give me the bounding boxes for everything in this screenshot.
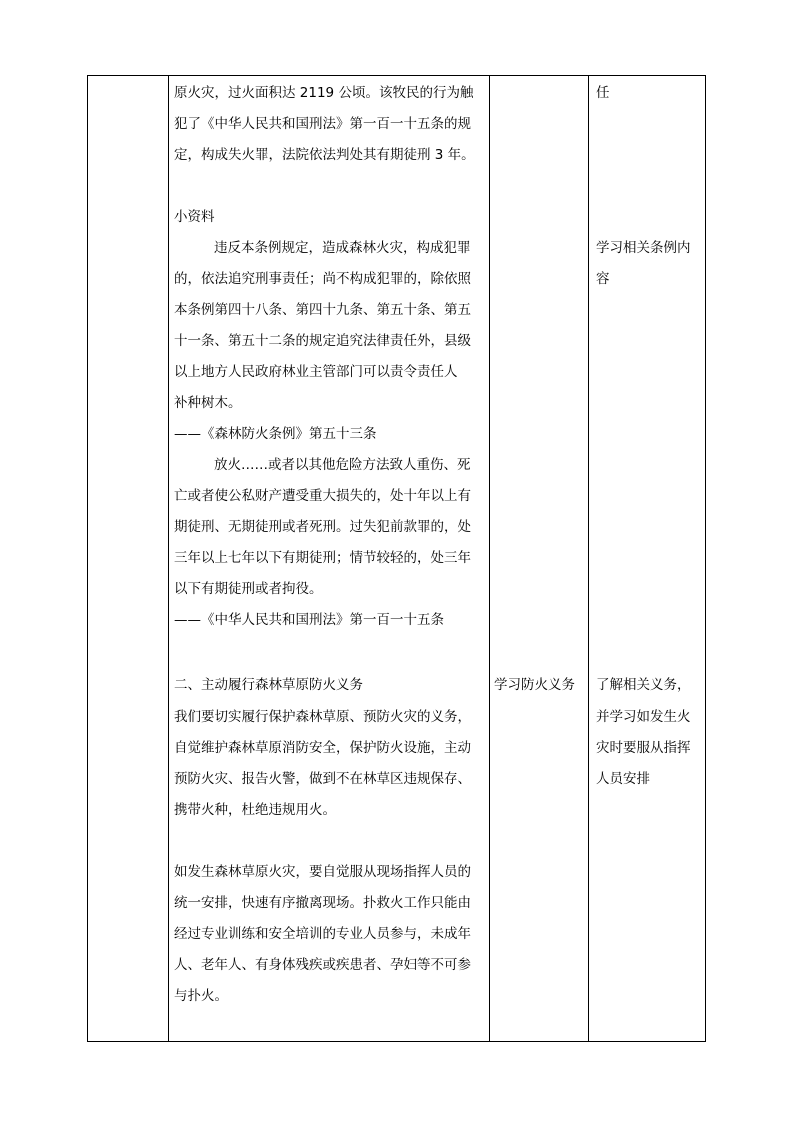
intent-line: 人员安排 [596,771,650,787]
teaching-content-cell [171,76,489,1041]
regulation-line: 的，依法追究刑事责任；尚不构成犯罪的，除依照 [174,271,471,287]
regulation-line: 十一条、第五十二条的规定追究法律责任外，县级 [174,333,471,349]
column-divider-1 [168,76,169,1041]
case-line: 定，构成失火罪，法院依法判处其有期徒刑 3 年。 [174,147,475,163]
student-activity-cell [491,76,588,1041]
intent-line: 并学习如发生火 [596,709,691,725]
regulation-line: 本条例第四十八条、第四十九条、第五十条、第五 [174,302,471,318]
lesson-table [87,75,706,1042]
duty-line: 自觉维护森林草原消防安全，保护防火设施，主动 [174,740,471,756]
material-title: 小资料 [174,209,215,225]
study-line: 容 [596,271,610,287]
regulation-line: 补种树木。 [174,395,242,411]
regulation-line: 以上地方人民政府林业主管部门可以责令责任人 [174,364,458,380]
emergency-line: 与扑火。 [174,988,228,1004]
activity-text: 学习防火义务 [494,677,575,693]
law-line: 以下有期徒刑或者拘役。 [174,581,323,597]
design-intent-cell [590,76,706,1041]
law-line: 三年以上七年以下有期徒刑；情节较轻的，处三年 [174,550,471,566]
emergency-line: 如发生森林草原火灾，要自觉服从现场指挥人员的 [174,864,471,880]
duty-line: 携带火种，杜绝违规用火。 [174,802,336,818]
duty-line: 预防火灾、报告火警，做到不在林草区违规保存、 [174,771,471,787]
duty-line: 我们要切实履行保护森林草原、预防火灾的义务， [174,709,471,725]
law-line: 放火……或者以其他危险方法致人重伤、死 [214,457,471,473]
emergency-line: 统一安排，快速有序撤离现场。扑救火工作只能由 [174,895,471,911]
regulation-line: 违反本条例规定，造成森林火灾，构成犯罪 [214,240,471,256]
intent-top-text: 任 [596,85,610,101]
column-divider-3 [588,76,589,1041]
regulation-source: ——《森林防火条例》第五十三条 [174,426,377,442]
law-source: ——《中华人民共和国刑法》第一百一十五条 [174,612,444,628]
law-line: 期徒刑、无期徒刑或者死刑。过失犯前款罪的，处 [174,519,471,535]
emergency-line: 人、老年人、有身体残疾或疾患者、孕妇等不可参 [174,957,471,973]
law-line: 亡或者使公私财产遭受重大损失的，处十年以上有 [174,488,471,504]
case-line: 原火灾，过火面积达 2119 公顷。该牧民的行为触 [174,85,474,101]
study-line: 学习相关条例内 [596,240,691,256]
column-divider-2 [489,76,490,1041]
section-title: 二、主动履行森林草原防火义务 [174,677,363,693]
intent-line: 灾时要服从指挥 [596,740,691,756]
intent-line: 了解相关义务， [596,677,691,693]
blank-cell [89,76,168,1041]
emergency-line: 经过专业训练和安全培训的专业人员参与，未成年 [174,926,471,942]
case-line: 犯了《中华人民共和国刑法》第一百一十五条的规 [174,116,471,132]
